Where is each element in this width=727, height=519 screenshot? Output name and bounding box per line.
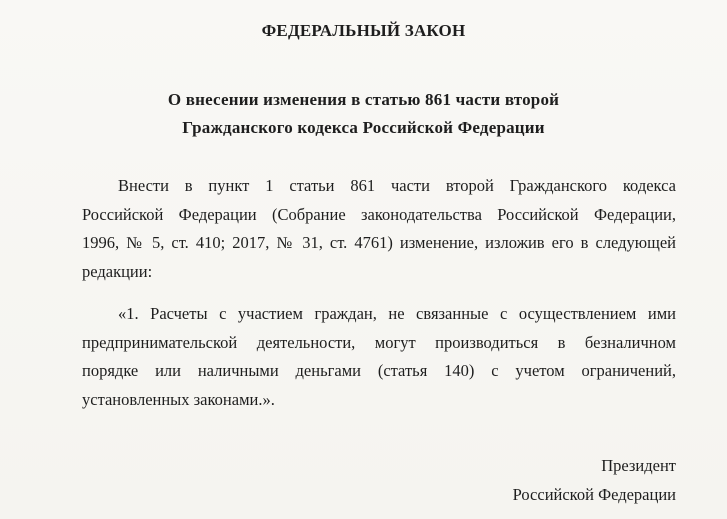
body-paragraph-1 <box>82 172 676 286</box>
signature-title: Президент <box>601 456 676 475</box>
paragraph-line: «1. Расчеты с участием граждан, не связанные с осуществлением ими <box>118 304 676 323</box>
paragraph-line: 1996, № 5, ст. 410; 2017, № 31, ст. 4761) изменение, изложив его в следующей <box>82 233 676 252</box>
paragraph-line: Внести в пункт 1 статьи 861 части второй Гражданского кодекса <box>118 176 676 195</box>
paragraph-line: порядке или наличными деньгами (статья 140) с учетом ограничений, <box>82 361 676 380</box>
document-title-line-2: Гражданского кодекса Российской Федерации <box>182 118 545 137</box>
paragraph-line: установленных законами.». <box>82 389 275 409</box>
paragraph-line: предпринимательской деятельности, могут производиться в безналичном <box>82 332 676 352</box>
document-title-line-1: О внесении изменения в статью 861 части второй <box>167 90 560 109</box>
signature-country: Российской Федерации <box>512 485 676 504</box>
paragraph-line: Российской Федерации (Собрание законодательства Российской Федерации, <box>82 204 676 224</box>
paragraph-line: редакции: <box>82 261 153 281</box>
body-paragraph-2 <box>82 300 676 414</box>
document-type-heading: ФЕДЕРАЛЬНЫЙ ЗАКОН <box>261 21 466 40</box>
